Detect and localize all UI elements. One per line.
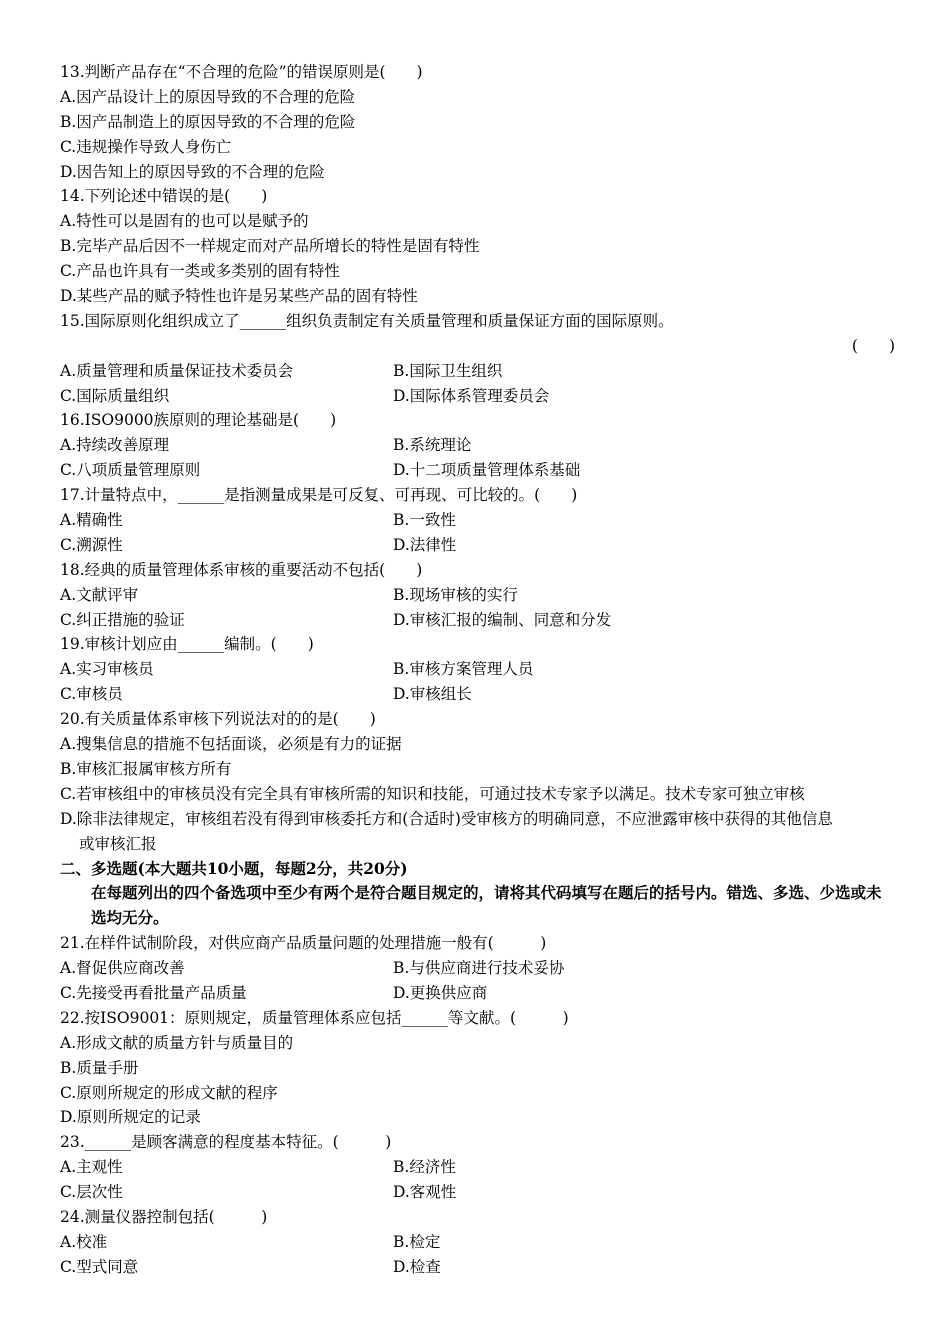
option-row <box>60 657 895 682</box>
option-text: A.督促供应商改善 <box>60 959 185 978</box>
option-text: B.因产品制造上的原因导致的不合理的危险 <box>60 112 356 131</box>
section-instructions: 在每题列出的四个备选项中至少有两个是符合题目规定的，请将其代码填写在题后的括号内。错选、多选、少选或未选均无分。 <box>91 883 882 928</box>
option-text: C.型式同意 <box>60 1257 139 1276</box>
option-text: D.客观性 <box>393 1183 457 1202</box>
option-row <box>60 583 895 608</box>
option-text: B.与供应商进行技术妥协 <box>393 959 565 978</box>
option-text: D.审核汇报的编制、同意和分发 <box>393 610 612 629</box>
question-text: 17.计量特点中，______是指测量成果是可反复、可再现、可比较的。( ) <box>60 486 578 505</box>
question-text: 19.审核计划应由______编制。( ) <box>60 635 314 654</box>
option-text: D.十二项质量管理体系基础 <box>393 461 581 480</box>
option-row <box>60 1180 895 1205</box>
question-text: 23.______是顾客满意的程度基本特征。( ) <box>60 1133 392 1152</box>
option-row <box>60 608 895 633</box>
question-text: 15.国际原则化组织成立了______组织负责制定有关质量管理和质量保证方面的国际原则。 <box>60 311 674 330</box>
option-text: D.更换供应商 <box>393 983 488 1002</box>
question-text: 18.经典的质量管理体系审核的重要活动不包括( ) <box>60 560 423 579</box>
option-row <box>60 433 895 458</box>
option-text: B.系统理论 <box>393 436 472 455</box>
option-text: A.实习审核员 <box>60 660 154 679</box>
option-text: B.现场审核的实行 <box>393 585 518 604</box>
section-heading: 二、多选题(本大题共10小题，每题2分，共20分) <box>60 858 408 878</box>
option-row <box>60 1230 895 1255</box>
option-text: B.一致性 <box>393 511 456 530</box>
question-text: 20.有关质量体系审核下列说法对的的是( ) <box>60 710 376 729</box>
option-text: C.若审核组中的审核员没有完全具有审核所需的知识和技能，可通过技术专家予以满足。技术专家可独立审核 <box>60 784 805 803</box>
question-text: 22.按ISO9001：原则规定，质量管理体系应包括______等文献。( ) <box>60 1008 569 1027</box>
option-text: D.审核组长 <box>393 685 472 704</box>
option-text: B.审核汇报属审核方所有 <box>60 759 232 778</box>
option-text: A.因产品设计上的原因导致的不合理的危险 <box>60 87 356 106</box>
option-text: C.产品也许具有一类或多类别的固有特性 <box>60 262 340 281</box>
option-text: B.完毕产品后因不一样规定而对产品所增长的特性是固有特性 <box>60 237 480 256</box>
option-text: A.形成文献的质量方针与质量目的 <box>60 1033 294 1052</box>
option-text: B.检定 <box>393 1232 441 1251</box>
option-text: C.先接受再看批量产品质量 <box>60 983 247 1002</box>
option-text: B.国际卫生组织 <box>393 361 503 380</box>
option-row <box>60 359 895 384</box>
question-text: 21.在样件试制阶段，对供应商产品质量问题的处理措施一般有( ) <box>60 934 547 953</box>
question-text: 14.下列论述中错误的是( ) <box>60 187 268 206</box>
exam-page <box>60 60 895 1280</box>
option-row <box>60 384 895 409</box>
question-text: 16.ISO9000族原则的理论基础是( ) <box>60 411 337 430</box>
option-text: D.除非法律规定，审核组若没有得到审核委托方和(合适时)受审核方的明确同意，不应泄露审核中获得的其他信息 <box>60 809 833 828</box>
option-text: D.检查 <box>393 1257 441 1276</box>
option-row <box>60 956 895 981</box>
option-text: A.质量管理和质量保证技术委员会 <box>60 361 294 380</box>
option-text: D.法律性 <box>393 535 457 554</box>
option-text: D.国际体系管理委员会 <box>393 386 550 405</box>
option-text: A.文献评审 <box>60 585 139 604</box>
option-text: C.原则所规定的形成文献的程序 <box>60 1083 278 1102</box>
option-text: C.溯源性 <box>60 535 123 554</box>
question-text: 24.测量仪器控制包括( ) <box>60 1208 268 1226</box>
option-row <box>60 981 895 1006</box>
option-row <box>60 682 895 707</box>
option-row <box>60 1155 895 1180</box>
option-text: C.审核员 <box>60 685 123 704</box>
option-text: D.原则所规定的记录 <box>60 1108 201 1127</box>
option-text: A.持续改善原理 <box>60 436 170 455</box>
option-text: A.校准 <box>60 1232 108 1251</box>
continued-text: 或审核汇报 <box>79 834 157 853</box>
question-text: 13.判断产品存在“不合理的危险”的错误原则是( ) <box>60 63 423 81</box>
option-text: A.主观性 <box>60 1158 123 1177</box>
option-text: A.搜集信息的措施不包括面谈，必须是有力的证据 <box>60 735 402 754</box>
option-text: C.纠正措施的验证 <box>60 610 185 629</box>
option-text: A.特性可以是固有的也可以是赋予的 <box>60 212 309 231</box>
option-text: C.层次性 <box>60 1183 123 1202</box>
option-text: B.审核方案管理人员 <box>393 660 534 679</box>
option-text: D.因告知上的原因导致的不合理的危险 <box>60 162 325 181</box>
option-text: A.精确性 <box>60 511 123 530</box>
option-row <box>60 1255 895 1280</box>
option-text: C.违规操作导致人身伤亡 <box>60 137 232 156</box>
option-row <box>60 533 895 558</box>
option-text: C.八项质量管理原则 <box>60 461 201 480</box>
option-row <box>60 458 895 483</box>
option-text: C.国际质量组织 <box>60 386 170 405</box>
answer-parentheses: ( ) <box>851 336 895 355</box>
option-row <box>60 508 895 533</box>
option-text: B.质量手册 <box>60 1058 139 1077</box>
option-text: D.某些产品的赋予特性也许是另某些产品的固有特性 <box>60 287 418 306</box>
option-text: B.经济性 <box>393 1158 456 1177</box>
